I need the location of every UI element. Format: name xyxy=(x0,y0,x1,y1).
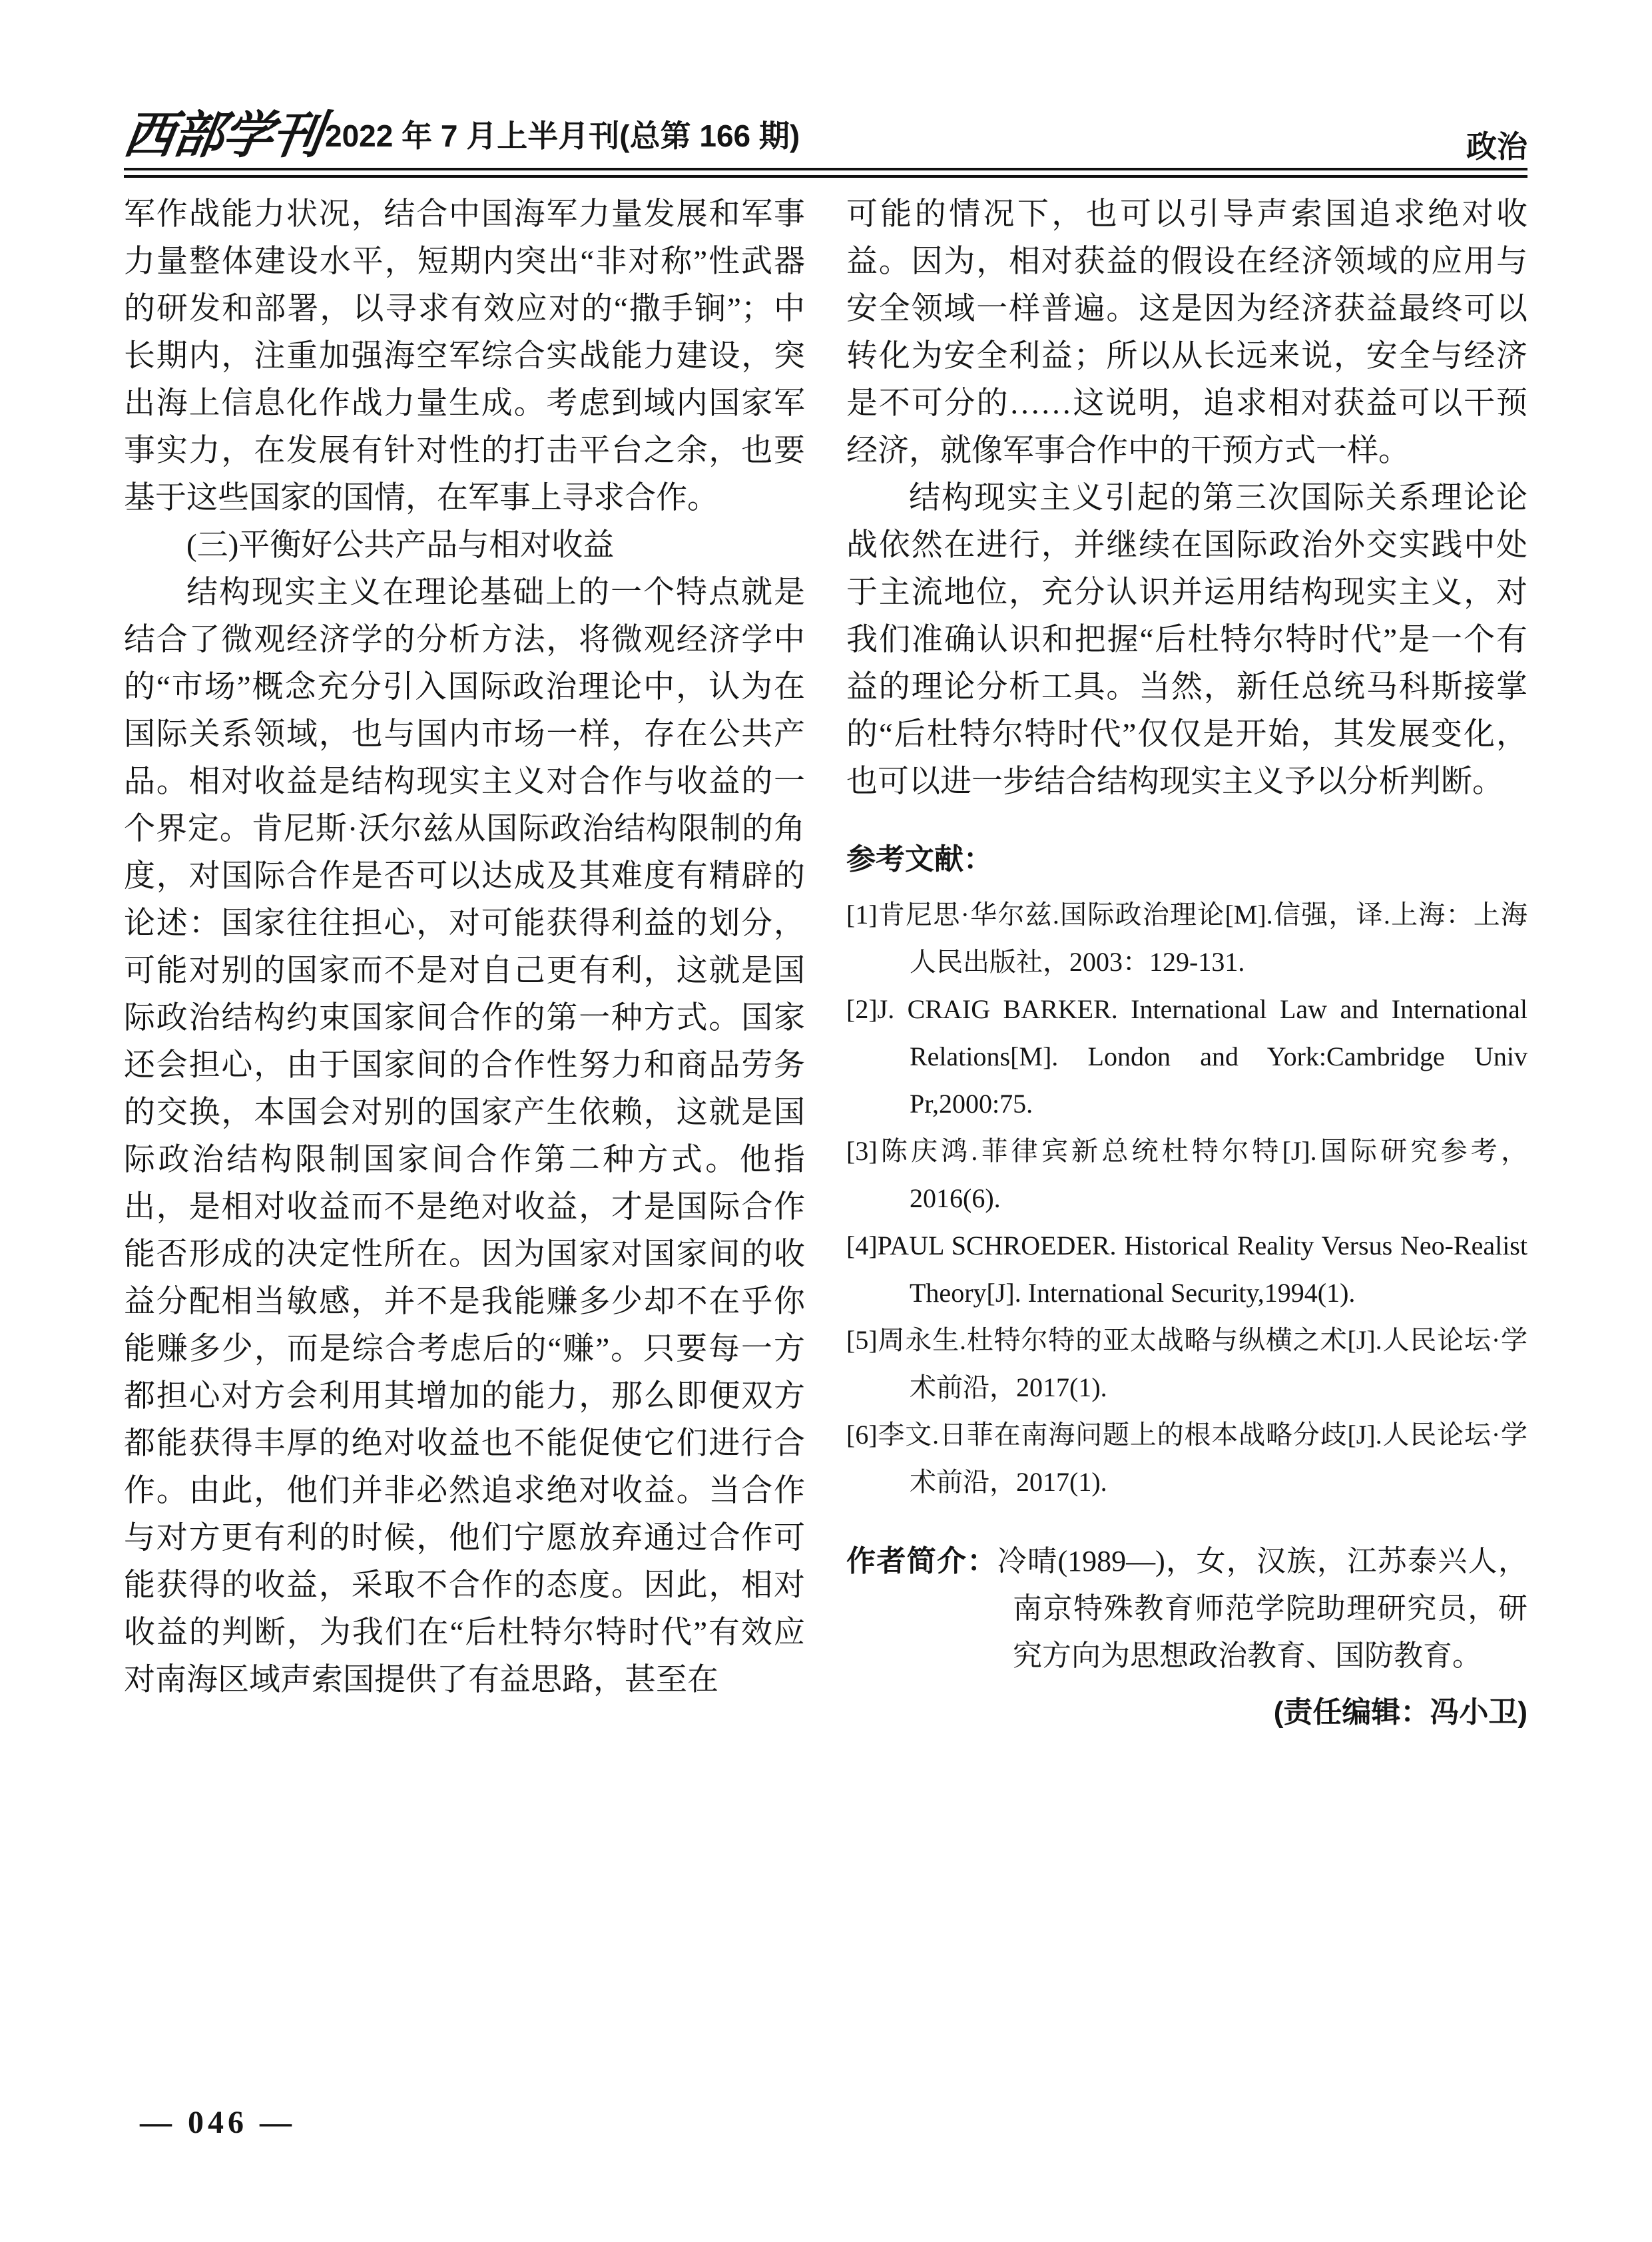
section-label: 政治 xyxy=(1466,129,1527,164)
author-bio xyxy=(846,1538,1527,1679)
responsible-editor: (责任编辑：冯小卫) xyxy=(1273,1696,1527,1729)
body-paragraph: 结构现实主义引起的第三次国际关系理论论战依然在进行，并继续在国际政治外交实践中处于主流地位，充分认识并运用结构现实主义，对我们准确认识和把握“后杜特尔特时代”是一个有益的理论分析工具。当然，新任总统马科斯接掌的“后杜特尔特时代”仅仅是开始，其发展变化，也可以进一步结合结构现实主义予以分析判断。 xyxy=(846,481,1527,799)
right-column xyxy=(846,191,1527,1736)
reference-item: [3]陈庆鸿.菲律宾新总统杜特尔特[J].国际研究参考，2016(6). xyxy=(846,1136,1527,1213)
references-heading: 参考文献： xyxy=(846,843,993,876)
page-number: — 046 — xyxy=(140,2105,296,2140)
left-column xyxy=(124,191,805,1704)
body-paragraph-continued: 可能的情况下，也可以引导声索国追求绝对收益。因为，相对获益的假设在经济领域的应用与安全领域一样普遍。这是因为经济获益最终可以转化为安全利益；所以从长远来说，安全与经济是不可分的……这说明，追求相对获益可以干预经济，就像军事合作中的干预方式一样。 xyxy=(846,197,1527,468)
issue-info: 2022 年 7 月上半月刊(总第 166 期) xyxy=(325,119,800,153)
reference-list xyxy=(846,891,1527,1506)
page-header xyxy=(120,105,1527,166)
body-paragraph-continued: 军作战能力状况，结合中国海军力量发展和军事力量整体建设水平，短期内突出“非对称”性武器的研发和部署，以寻求有效应对的“撒手锏”；中长期内，注重加强海空军综合实战能力建设，突出海上信息化作战力量生成。考虑到域内国家军事实力，在发展有针对性的打击平台之余，也要基于这些国家的国情，在军事上寻求合作。 xyxy=(124,197,805,515)
reference-item: [6]李文.日菲在南海问题上的根本战略分歧[J].人民论坛·学术前沿，2017(1). xyxy=(846,1420,1527,1497)
reference-item: [2]J. CRAIG BARKER. International Law and International Relations[M]. London and York:Cambridge Univ Pr,2000:75. xyxy=(846,994,1527,1119)
journal-logo: 西部学刊 xyxy=(120,108,325,164)
body-paragraph: 结构现实主义在理论基础上的一个特点就是结合了微观经济学的分析方法，将微观经济学中的“市场”概念充分引入国际政治理论中，认为在国际关系领域，也与国内市场一样，存在公共产品。相对收益是结构现实主义对合作与收益的一个界定。肯尼斯·沃尔兹从国际政治结构限制的角度，对国际合作是否可以达成及其难度有精辟的论述：国家往往担心，对可能获得利益的划分，可能对别的国家而不是对自己更有利，这就是国际政治结构约束国家间合作的第一种方式。国家还会担心，由于国家间的合作性努力和商品劳务的交换，本国会对别的国家产生依赖，这就是国际政治结构限制国家间合作第二种方式。他指出，是相对收益而不是绝对收益，才是国际合作能否形成的决定性所在。因为国家对国家间的收益分配相当敏感，并不是我能赚多少却不在乎你能赚多少，而是综合考虑后的“赚”。只要每一方都担心对方会利用其增加的能力，那么即便双方都能获得丰厚的绝对收益也不能促使它们进行合作。由此，他们并非必然追求绝对收益。当合作与对方更有利的时候，他们宁愿放弃通过合作可能获得的收益，采取不合作的态度。因此，相对收益的判断，为我们在“后杜特尔特时代”有效应对南海区域声索国提供了有益思路，甚至在 xyxy=(124,575,805,1697)
reference-item: [4]PAUL SCHROEDER. Historical Reality Versus Neo-Realist Theory[J]. International Security,1994(1). xyxy=(846,1231,1527,1308)
reference-item: [5]周永生.杜特尔特的亚太战略与纵横之术[J].人民论坛·学术前沿，2017(1). xyxy=(846,1325,1527,1402)
author-bio-label: 作者简介： xyxy=(846,1545,997,1577)
header-divider-rule xyxy=(124,168,1527,178)
author-bio-text: 冷晴(1989—)，女，汉族，江苏泰兴人，南京特殊教育师范学院助理研究员，研究方向为思想政治教育、国防教育。 xyxy=(997,1545,1527,1672)
reference-item: [1]肯尼思·华尔兹.国际政治理论[M].信强，译.上海：上海人民出版社，2003：129-131. xyxy=(846,900,1527,977)
subsection-heading: (三)平衡好公共产品与相对收益 xyxy=(186,528,615,563)
